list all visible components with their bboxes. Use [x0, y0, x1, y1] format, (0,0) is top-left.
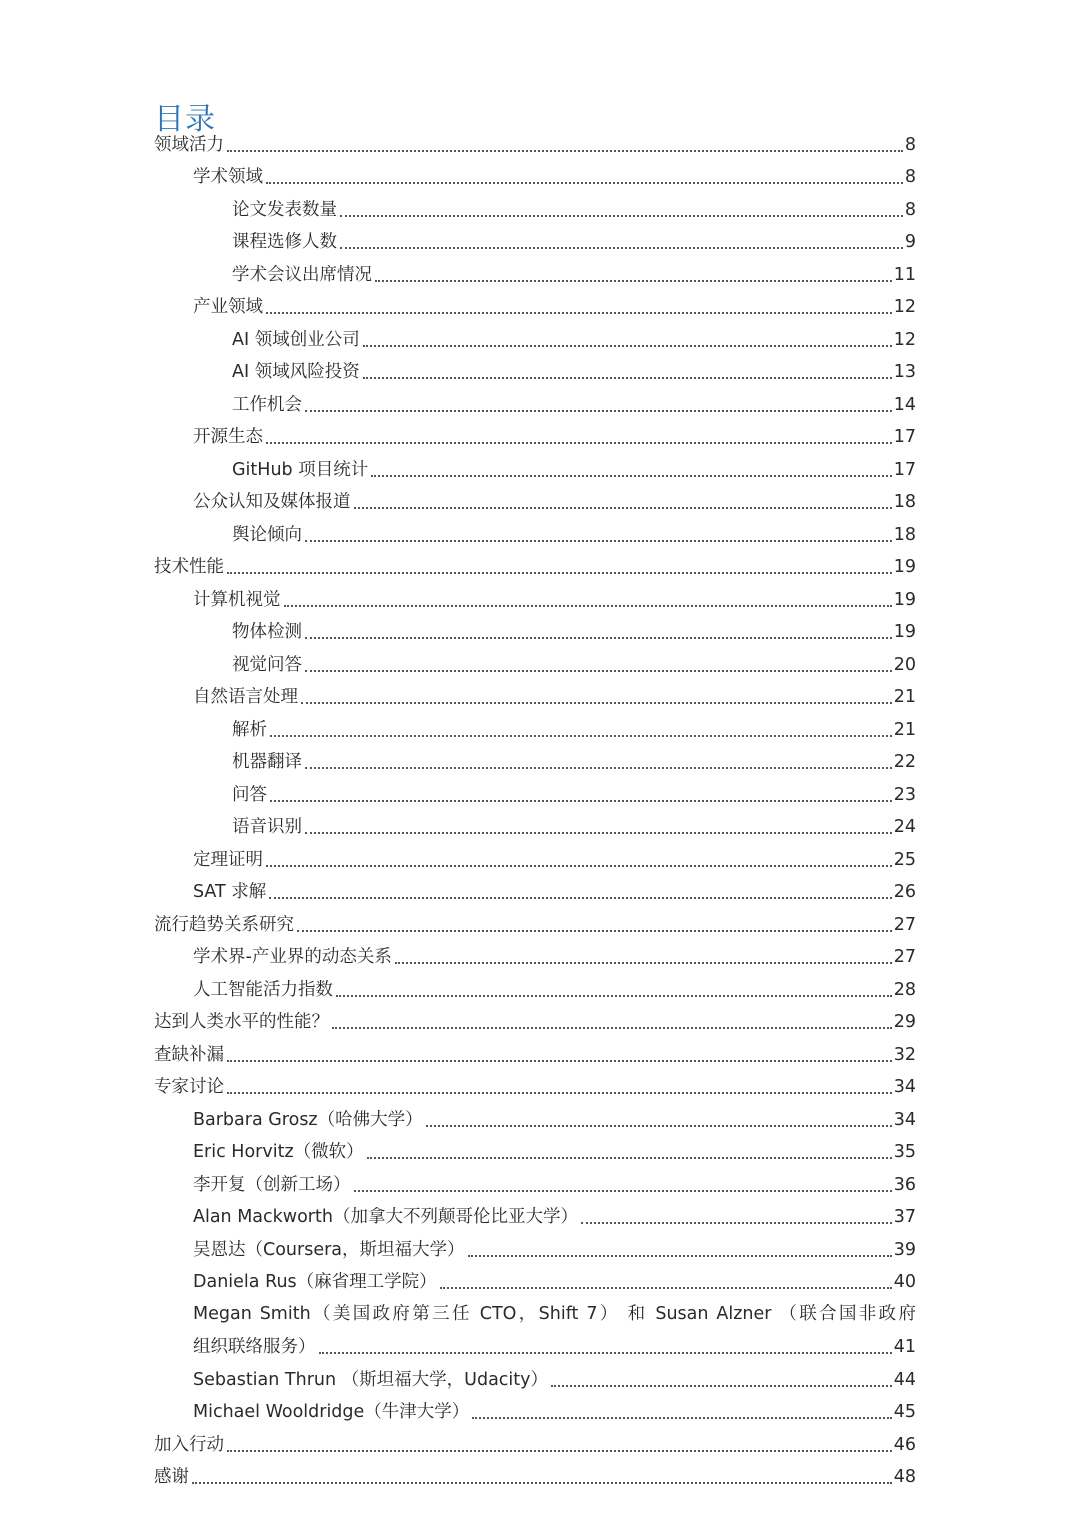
dot-leader [301, 702, 892, 704]
dot-leader [266, 182, 903, 184]
toc-entry-label: AI 领域创业公司 [232, 329, 360, 350]
toc-entry[interactable] [154, 453, 916, 486]
toc-entry[interactable] [154, 616, 916, 649]
toc-entry-page-number: 19 [893, 622, 916, 642]
toc-entry-label: 自然语言处理 [193, 687, 298, 707]
toc-entry-label: Daniela Rus（麻省理工学院） [193, 1272, 437, 1292]
toc-entry[interactable] [154, 1461, 916, 1494]
dot-leader [266, 442, 892, 444]
dot-leader [269, 897, 891, 899]
toc-entry[interactable] [154, 258, 916, 291]
toc-entry-label: 技术性能 [154, 557, 224, 577]
dot-leader [468, 1255, 892, 1257]
toc-entry-page-number: 14 [893, 394, 916, 415]
dot-leader [340, 215, 903, 217]
toc-entry-label: 开源生态 [193, 427, 263, 447]
toc-entry-label: 人工智能活力指数 [193, 979, 333, 1000]
toc-entry-page-number: 28 [893, 979, 916, 1000]
toc-entry[interactable] [154, 876, 916, 909]
toc-entry-page-number: 8 [904, 199, 916, 220]
dot-leader [284, 605, 892, 607]
toc-entry-page-number: 21 [893, 719, 916, 740]
dot-leader [354, 507, 892, 509]
toc-entry-page-number: 25 [893, 849, 916, 870]
toc-title: 目录 [154, 102, 216, 138]
toc-entry-label: 流行趋势关系研究 [154, 914, 294, 935]
toc-entry[interactable] [154, 1168, 916, 1201]
dot-leader [581, 1222, 892, 1224]
toc-entry[interactable] [154, 518, 916, 551]
toc-entry[interactable] [154, 681, 916, 714]
toc-entry-page-number: 8 [904, 134, 916, 155]
dot-leader [305, 767, 892, 769]
toc-entry-label: 工作机会 [232, 394, 302, 415]
toc-entry-page-number: 34 [893, 1109, 916, 1130]
toc-entry-page-number: 12 [893, 297, 916, 317]
toc-entry[interactable] [154, 1266, 916, 1299]
dot-leader [266, 312, 892, 314]
toc-entry-page-number: 46 [893, 1434, 916, 1455]
toc-entry-label: 学术领域 [193, 167, 263, 187]
toc-entry-page-number: 45 [893, 1402, 916, 1422]
toc-entry-page-number: 18 [893, 492, 916, 512]
toc-entry[interactable] [154, 1233, 916, 1266]
toc-entry-label: 公众认知及媒体报道 [193, 492, 351, 512]
toc-entry-label: GitHub 项目统计 [232, 459, 369, 480]
dot-leader [227, 1450, 892, 1452]
toc-entry-page-number: 18 [893, 524, 916, 545]
toc-entry-label: Alan Mackworth（加拿大不列颠哥伦比亚大学） [193, 1207, 578, 1227]
toc-entry[interactable] [154, 1103, 916, 1136]
toc-entry[interactable] [154, 713, 916, 746]
dot-leader [340, 247, 903, 249]
toc-entry-page-number: 8 [904, 167, 916, 187]
dot-leader [305, 832, 892, 834]
toc-entry[interactable] [154, 421, 916, 454]
toc-entry-page-number: 40 [893, 1272, 916, 1292]
toc-entry-label: 语音识别 [232, 817, 302, 837]
dot-leader [227, 572, 892, 574]
toc-entry[interactable] [154, 843, 916, 876]
toc-entry-label: SAT 求解 [193, 882, 267, 902]
toc-entry-label: Sebastian Thrun （斯坦福大学，Udacity） [193, 1369, 548, 1390]
toc-entry-page-number: 19 [893, 557, 916, 577]
toc-entry-label: Megan Smith（美国政府第三任 CTO，Shift 7） 和 Susan Alzner （联合国非政府 [193, 1304, 916, 1324]
toc-entry[interactable] [154, 161, 916, 194]
toc-entry[interactable] [154, 746, 916, 779]
toc-entry-label: 问答 [232, 784, 267, 805]
toc-entry-page-number: 26 [893, 882, 916, 902]
toc-entry-page-number: 9 [904, 232, 916, 252]
toc-entry[interactable] [154, 226, 916, 259]
dot-leader [227, 1092, 892, 1094]
toc-entry-label: 论文发表数量 [232, 199, 337, 220]
toc-entry[interactable] [154, 1136, 916, 1169]
toc-entry-page-number: 20 [893, 654, 916, 675]
dot-leader [395, 962, 892, 964]
toc-entry[interactable] [154, 291, 916, 324]
dot-leader [305, 540, 892, 542]
toc-entry-page-number: 29 [893, 1012, 916, 1032]
toc-entry-page-number: 24 [893, 817, 916, 837]
toc-entry[interactable] [154, 1396, 916, 1429]
toc-entry-page-number: 21 [893, 687, 916, 707]
toc-entry-label: 达到人类水平的性能？ [154, 1012, 329, 1032]
dot-leader [192, 1482, 892, 1484]
toc-entry-page-number: 17 [893, 459, 916, 480]
toc-entry-label: 李开复（创新工场） [193, 1174, 351, 1195]
dot-leader [305, 637, 892, 639]
dot-leader [551, 1385, 892, 1387]
toc-entry-page-number: 36 [893, 1174, 916, 1195]
toc-entry[interactable] [154, 583, 916, 616]
table-of-contents [154, 128, 916, 1493]
dot-leader [371, 475, 892, 477]
toc-entry[interactable] [154, 1363, 916, 1396]
toc-entry[interactable] [154, 908, 916, 941]
toc-entry-label: 学术界-产业界的动态关系 [193, 947, 392, 967]
toc-entry-label: Michael Wooldridge（牛津大学） [193, 1402, 470, 1422]
dot-leader [319, 1352, 892, 1354]
toc-entry-label: Barbara Grosz（哈佛大学） [193, 1109, 423, 1130]
dot-leader [363, 377, 892, 379]
toc-entry[interactable] [154, 1038, 916, 1071]
dot-leader [426, 1125, 892, 1127]
toc-entry[interactable] [154, 941, 916, 974]
dot-leader [367, 1157, 892, 1159]
toc-entry[interactable] [154, 1006, 916, 1039]
toc-entry-label: 视觉问答 [232, 654, 302, 675]
toc-entry-label: 加入行动 [154, 1434, 224, 1455]
toc-entry[interactable] [154, 1201, 916, 1234]
toc-entry-label: 物体检测 [232, 622, 302, 642]
toc-entry-label: 定理证明 [193, 849, 263, 870]
toc-entry-label: 领域活力 [154, 134, 224, 155]
toc-entry-page-number: 27 [893, 947, 916, 967]
toc-entry-page-number: 35 [893, 1142, 916, 1162]
toc-entry-label: 吴恩达（Coursera，斯坦福大学） [193, 1239, 465, 1260]
toc-entry-page-number: 44 [893, 1369, 916, 1390]
toc-entry-page-number: 19 [893, 589, 916, 610]
toc-entry-label: 机器翻译 [232, 752, 302, 772]
toc-entry[interactable] [154, 973, 916, 1006]
toc-entry-label: 产业领域 [193, 297, 263, 317]
toc-entry[interactable] [154, 193, 916, 226]
toc-entry-page-number: 32 [893, 1044, 916, 1065]
toc-entry[interactable] [154, 811, 916, 844]
dot-leader [354, 1190, 892, 1192]
toc-entry[interactable] [154, 551, 916, 584]
toc-entry-page-number: 17 [893, 427, 916, 447]
toc-entry-page-number: 22 [893, 752, 916, 772]
toc-entry-page-number: 27 [893, 914, 916, 935]
toc-entry-label: 专家讨论 [154, 1077, 224, 1097]
dot-leader [332, 1027, 892, 1029]
dot-leader [270, 735, 892, 737]
dot-leader [440, 1287, 892, 1289]
toc-entry-page-number: 11 [893, 264, 916, 285]
toc-entry-label: 解析 [232, 719, 267, 740]
toc-entry[interactable] [154, 356, 916, 389]
toc-entry-page-number: 12 [893, 329, 916, 350]
dot-leader [270, 800, 892, 802]
toc-entry-page-number: 13 [893, 362, 916, 382]
toc-entry[interactable] [154, 1298, 916, 1363]
toc-entry-label: 计算机视觉 [193, 589, 281, 610]
toc-entry-page-number: 41 [893, 1337, 916, 1357]
dot-leader [227, 150, 903, 152]
dot-leader [305, 410, 892, 412]
toc-entry[interactable] [154, 388, 916, 421]
toc-entry-page-number: 23 [893, 784, 916, 805]
toc-entry-label: Eric Horvitz（微软） [193, 1142, 364, 1162]
toc-entry-continuation [193, 1331, 916, 1364]
toc-entry[interactable] [154, 323, 916, 356]
toc-entry-label: 感谢 [154, 1467, 189, 1487]
dot-leader [363, 345, 892, 347]
dot-leader [227, 1060, 892, 1062]
dot-leader [305, 670, 892, 672]
toc-entry-page-number: 48 [893, 1467, 916, 1487]
toc-entry-page-number: 37 [893, 1207, 916, 1227]
toc-entry[interactable] [154, 128, 916, 161]
toc-entry[interactable] [154, 486, 916, 519]
toc-entry-label: 查缺补漏 [154, 1044, 224, 1065]
toc-entry-page-number: 34 [893, 1077, 916, 1097]
toc-entry[interactable] [154, 648, 916, 681]
dot-leader [336, 995, 892, 997]
dot-leader [472, 1417, 891, 1419]
toc-entry[interactable] [154, 1071, 916, 1104]
toc-entry-page-number: 39 [893, 1239, 916, 1260]
dot-leader [297, 930, 892, 932]
toc-entry-label: 课程选修人数 [232, 232, 337, 252]
toc-entry-label: 学术会议出席情况 [232, 264, 372, 285]
toc-entry-label-continued: 组织联络服务） [193, 1337, 316, 1357]
toc-entry[interactable] [154, 778, 916, 811]
toc-entry[interactable] [154, 1428, 916, 1461]
dot-leader [266, 865, 892, 867]
dot-leader [375, 280, 892, 282]
toc-entry-label: 舆论倾向 [232, 524, 302, 545]
toc-entry-label: AI 领域风险投资 [232, 362, 360, 382]
